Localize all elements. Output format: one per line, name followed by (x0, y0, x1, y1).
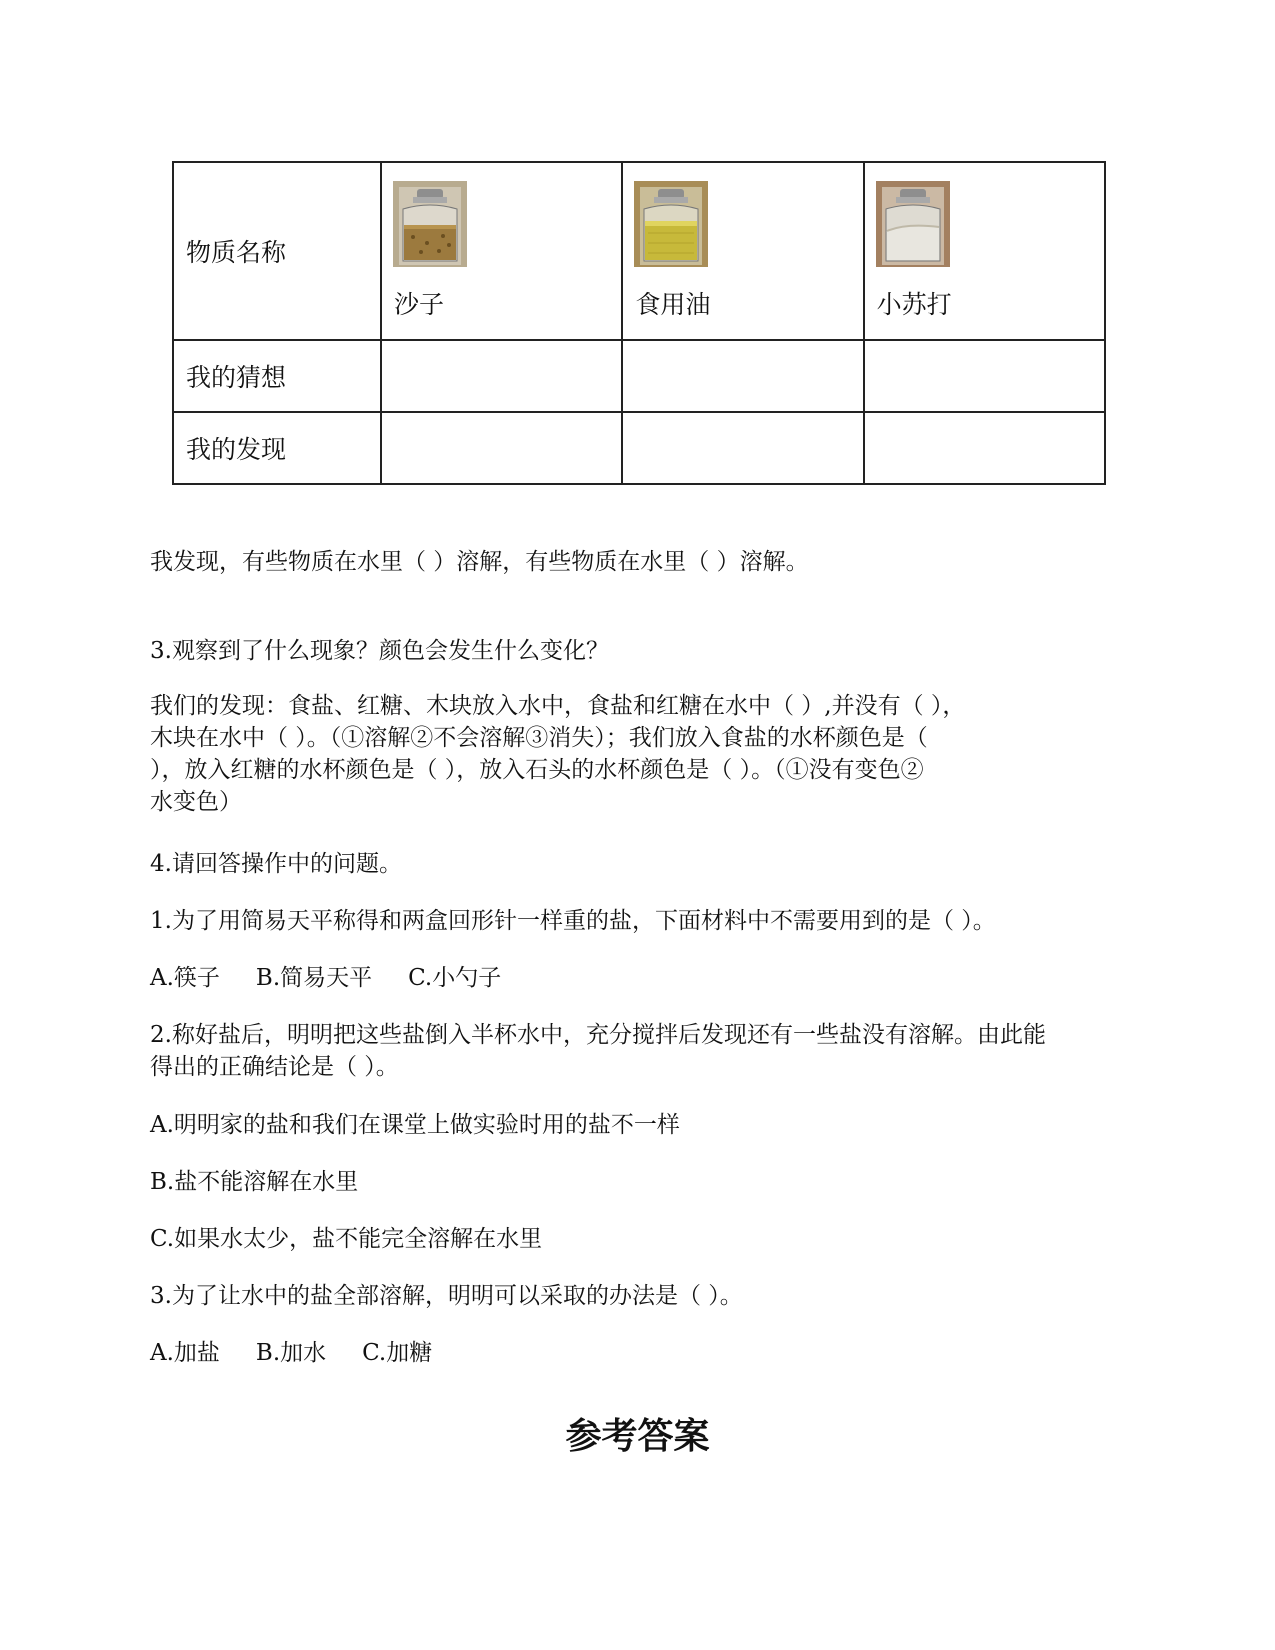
q4-sub2-question (150, 1019, 1130, 1083)
substance-name: 小苏打 (876, 290, 952, 319)
row-label-finding: 我的发现 (173, 412, 381, 484)
substance-name: 沙子 (394, 290, 445, 319)
substance-cell-oil (622, 162, 863, 340)
substance-cell-baking-soda (864, 162, 1105, 340)
table-row (173, 412, 1105, 484)
finding-cell-baking-soda[interactable] (864, 412, 1105, 484)
option-b[interactable]: B.加水 (255, 1340, 327, 1366)
substance-cell-sand (381, 162, 622, 340)
q4-sub1-options (150, 962, 501, 994)
finding-cell-sand[interactable] (381, 412, 622, 484)
option-c[interactable]: C.加糖 (362, 1340, 433, 1366)
q4-sub1-question: 1.为了用简易天平称得和两盒回形针一样重的盐，下面材料中不需要用到的是（ ）。 (150, 908, 996, 934)
row-label-substance: 物质名称 (173, 162, 381, 340)
experiment-table (172, 161, 1106, 485)
option-b[interactable]: B.简易天平 (255, 965, 373, 991)
table-row (173, 162, 1105, 340)
q3-title: 3.观察到了什么现象？颜色会发生什么变化？ (150, 638, 609, 664)
option-a[interactable]: A.筷子 (150, 965, 220, 991)
q3-line: ），放入红糖的水杯颜色是（ ），放入石头的水杯颜色是（ ）。（①没有变色② (150, 757, 924, 783)
option-b[interactable]: B.盐不能溶解在水里 (150, 1169, 359, 1195)
guess-cell-sand[interactable] (381, 340, 622, 412)
q4-sub2-line: 得出的正确结论是（ ）。 (150, 1054, 399, 1080)
option-a[interactable]: A.加盐 (150, 1340, 220, 1366)
jar-baking-soda-icon (876, 181, 950, 267)
option-c[interactable]: C.如果水太少，盐不能完全溶解在水里 (150, 1226, 543, 1252)
q4-sub3-question: 3.为了让水中的盐全部溶解，明明可以采取的办法是（ ）。 (150, 1283, 743, 1309)
q4-sub3-options (150, 1337, 432, 1369)
guess-cell-baking-soda[interactable] (864, 340, 1105, 412)
jar-sand-icon (393, 181, 467, 267)
option-a[interactable]: A.明明家的盐和我们在课堂上做实验时用的盐不一样 (150, 1112, 680, 1138)
q3-body (150, 690, 1130, 818)
finding-cell-oil[interactable] (622, 412, 863, 484)
option-c[interactable]: C.小勺子 (408, 965, 502, 991)
row-label-guess: 我的猜想 (173, 340, 381, 412)
q3-line: 木块在水中（ ）。（①溶解②不会溶解③消失）；我们放入食盐的水杯颜色是（ (150, 725, 928, 751)
table-row (173, 340, 1105, 412)
q3-line: 我们的发现：食盐、红糖、木块放入水中，食盐和红糖在水中（ ）,并没有（ ）， (150, 693, 966, 719)
guess-cell-oil[interactable] (622, 340, 863, 412)
substance-name: 食用油 (635, 290, 711, 319)
q4-sub2-line: 2.称好盐后，明明把这些盐倒入半杯水中，充分搅拌后发现还有一些盐没有溶解。由此能 (150, 1022, 1046, 1048)
jar-oil-icon (634, 181, 708, 267)
q4-title: 4.请回答操作中的问题。 (150, 851, 402, 877)
q3-line: 水变色） (150, 789, 242, 815)
finding-sentence: 我发现，有些物质在水里（ ）溶解，有些物质在水里（ ）溶解。 (150, 549, 809, 575)
answer-key-title: 参考答案 (565, 1415, 710, 1457)
